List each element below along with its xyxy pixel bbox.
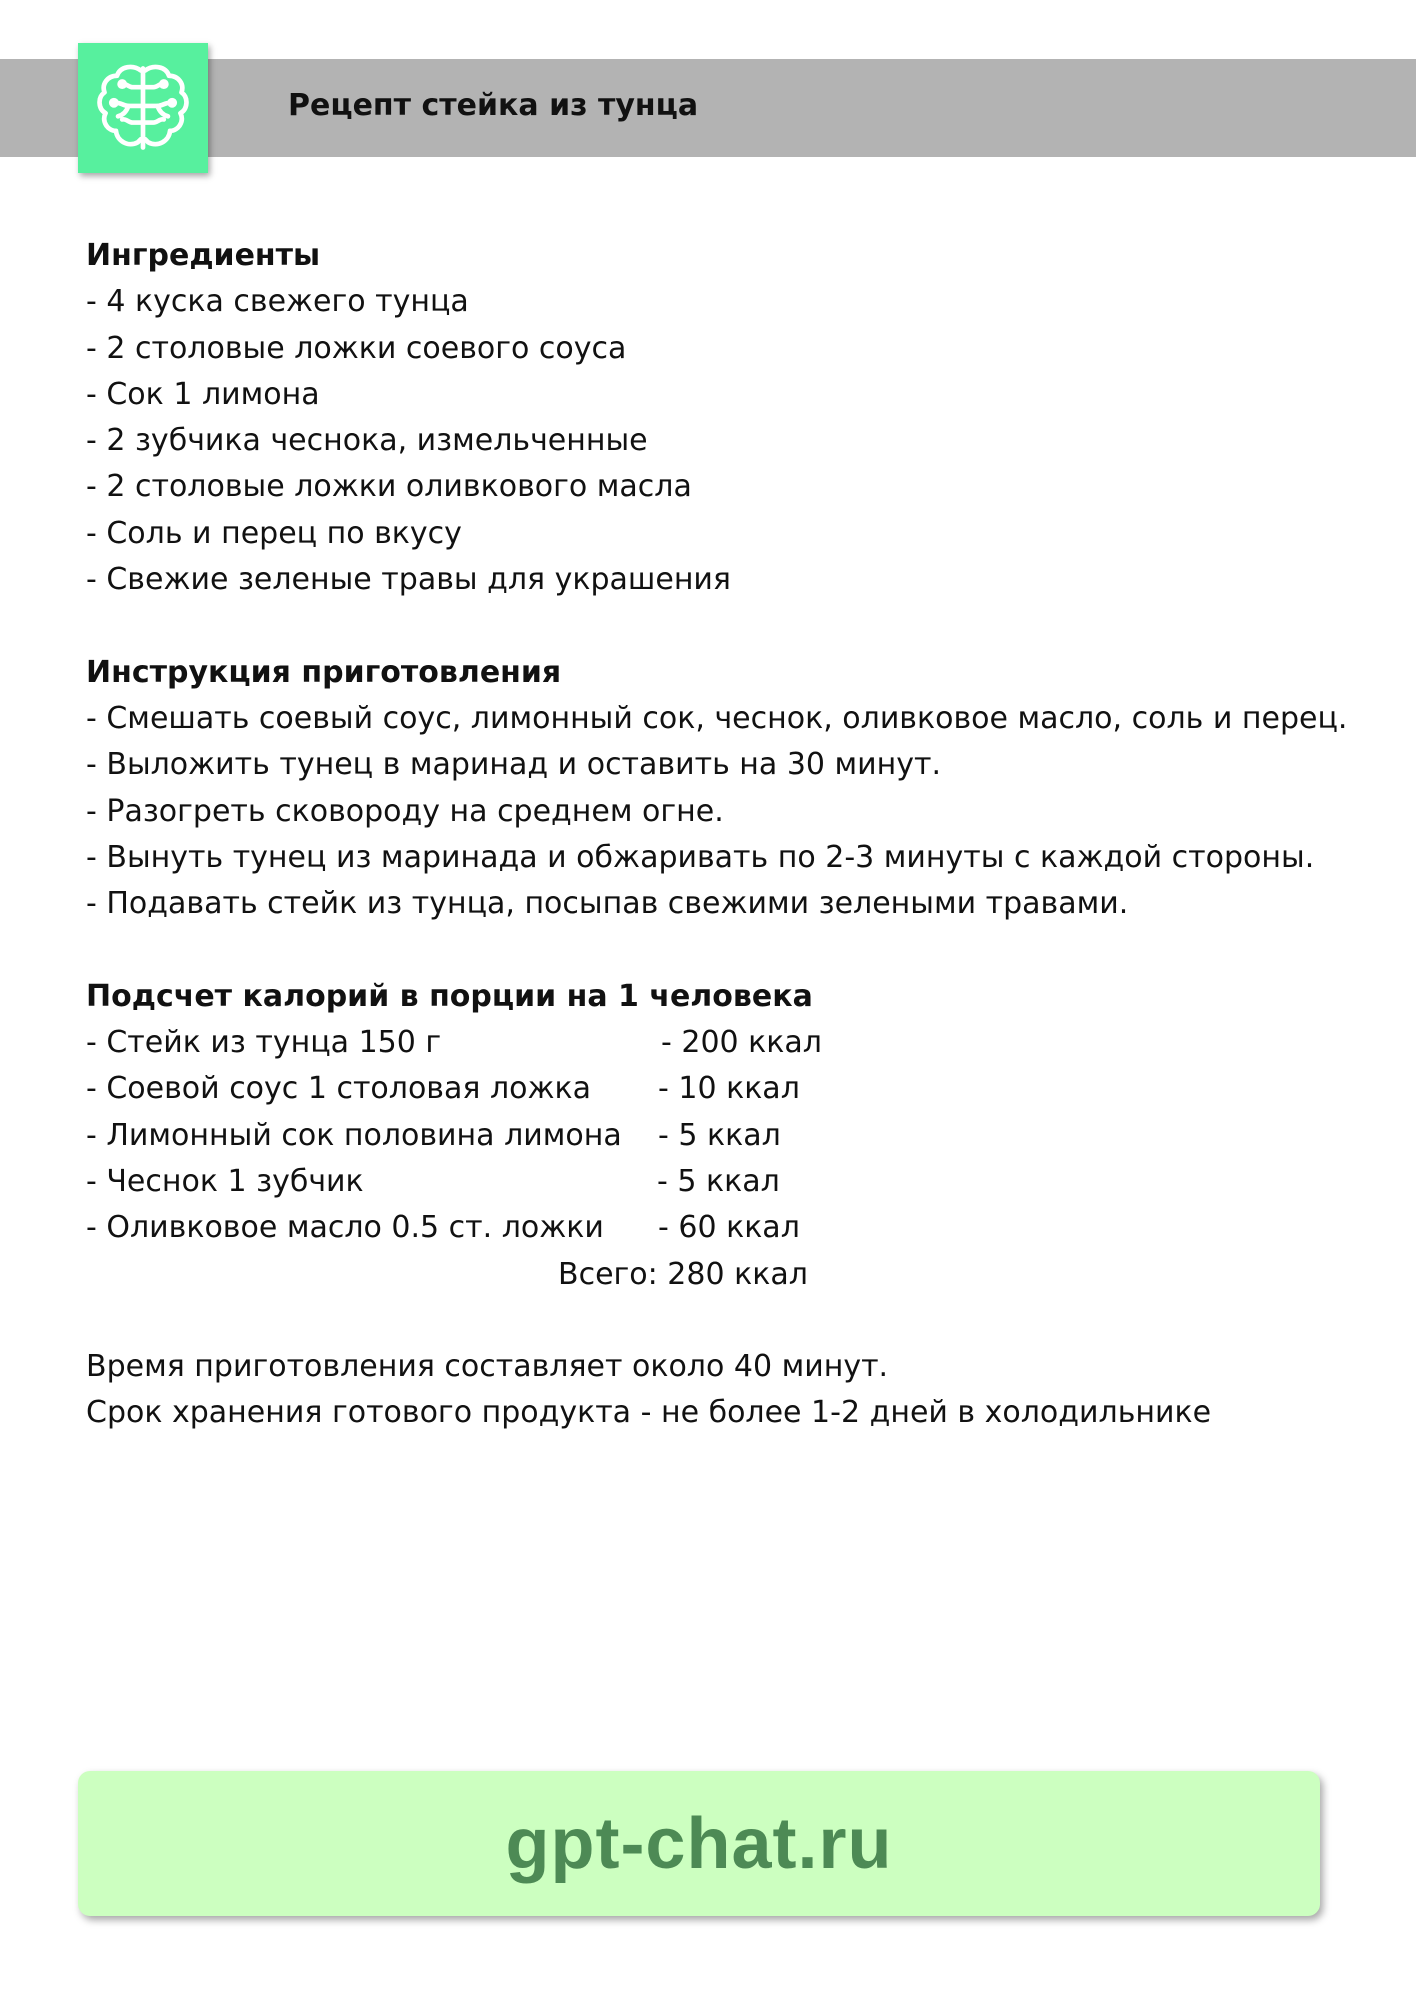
calorie-row	[86, 1205, 1386, 1251]
recipe-content	[86, 233, 1386, 1437]
ingredient-item: - 4 куска свежего тунца	[86, 284, 469, 320]
instruction-step: - Вынуть тунец из маринада и обжаривать по 2-3 минуты с каждой стороны.	[86, 839, 1315, 875]
calorie-value: - 10 ккал	[658, 1071, 800, 1107]
calorie-item: - Оливковое масло 0.5 ст. ложки	[86, 1210, 604, 1246]
instructions-heading: Инструкция приготовления	[86, 654, 562, 690]
spacer	[86, 1298, 1386, 1344]
storage-note: Срок хранения готового продукта - не более 1-2 дней в холодильнике	[86, 1395, 1212, 1431]
calorie-item: - Стейк из тунца 150 г	[86, 1025, 442, 1061]
ingredient-item: - 2 столовые ложки оливкового масла	[86, 469, 692, 505]
instruction-step: - Разогреть сковороду на среднем огне.	[86, 793, 724, 829]
calorie-row	[86, 1066, 1386, 1112]
calorie-item: - Соевой соус 1 столовая ложка	[86, 1071, 592, 1107]
calories-heading: Подсчет калорий в порции на 1 человека	[86, 978, 813, 1014]
page-title: Рецепт стейка из тунца	[288, 88, 699, 123]
spacer	[86, 603, 1386, 649]
cooking-time-note: Время приготовления составляет около 40 минут.	[86, 1349, 889, 1385]
header-bar	[0, 59, 1416, 157]
calorie-total: Всего: 280 ккал	[558, 1256, 808, 1292]
ingredient-item: - 2 столовые ложки соевого соуса	[86, 330, 627, 366]
calorie-row	[86, 1020, 1386, 1066]
ingredient-item: - 2 зубчика чеснока, измельченные	[86, 423, 648, 459]
instruction-step: - Выложить тунец в маринад и оставить на 30 минут.	[86, 747, 942, 783]
ingredient-item: - Соль и перец по вкусу	[86, 515, 462, 551]
calorie-item: - Лимонный сок половина лимона	[86, 1117, 622, 1153]
ingredients-heading: Ингредиенты	[86, 238, 321, 273]
footer-site-link[interactable]: gpt-chat.ru	[505, 1803, 893, 1884]
calorie-value: - 60 ккал	[658, 1210, 800, 1246]
brain-icon	[91, 56, 195, 160]
calorie-item: - Чеснок 1 зубчик	[86, 1163, 364, 1199]
calorie-total-row	[86, 1252, 1386, 1298]
ingredient-item: - Свежие зеленые травы для украшения	[86, 562, 731, 598]
calorie-row	[86, 1113, 1386, 1159]
calorie-row	[86, 1159, 1386, 1205]
calorie-value: - 5 ккал	[658, 1117, 781, 1153]
calorie-value: - 200 ккал	[661, 1025, 822, 1061]
calorie-value: - 5 ккал	[657, 1163, 780, 1199]
footer-banner	[78, 1771, 1320, 1916]
logo	[78, 43, 208, 173]
spacer	[86, 927, 1386, 973]
instruction-step: - Подавать стейк из тунца, посыпав свежими зелеными травами.	[86, 886, 1129, 922]
ingredient-item: - Сок 1 лимона	[86, 376, 320, 412]
instruction-step: - Смешать соевый соус, лимонный сок, чеснок, оливковое масло, соль и перец.	[86, 700, 1348, 736]
